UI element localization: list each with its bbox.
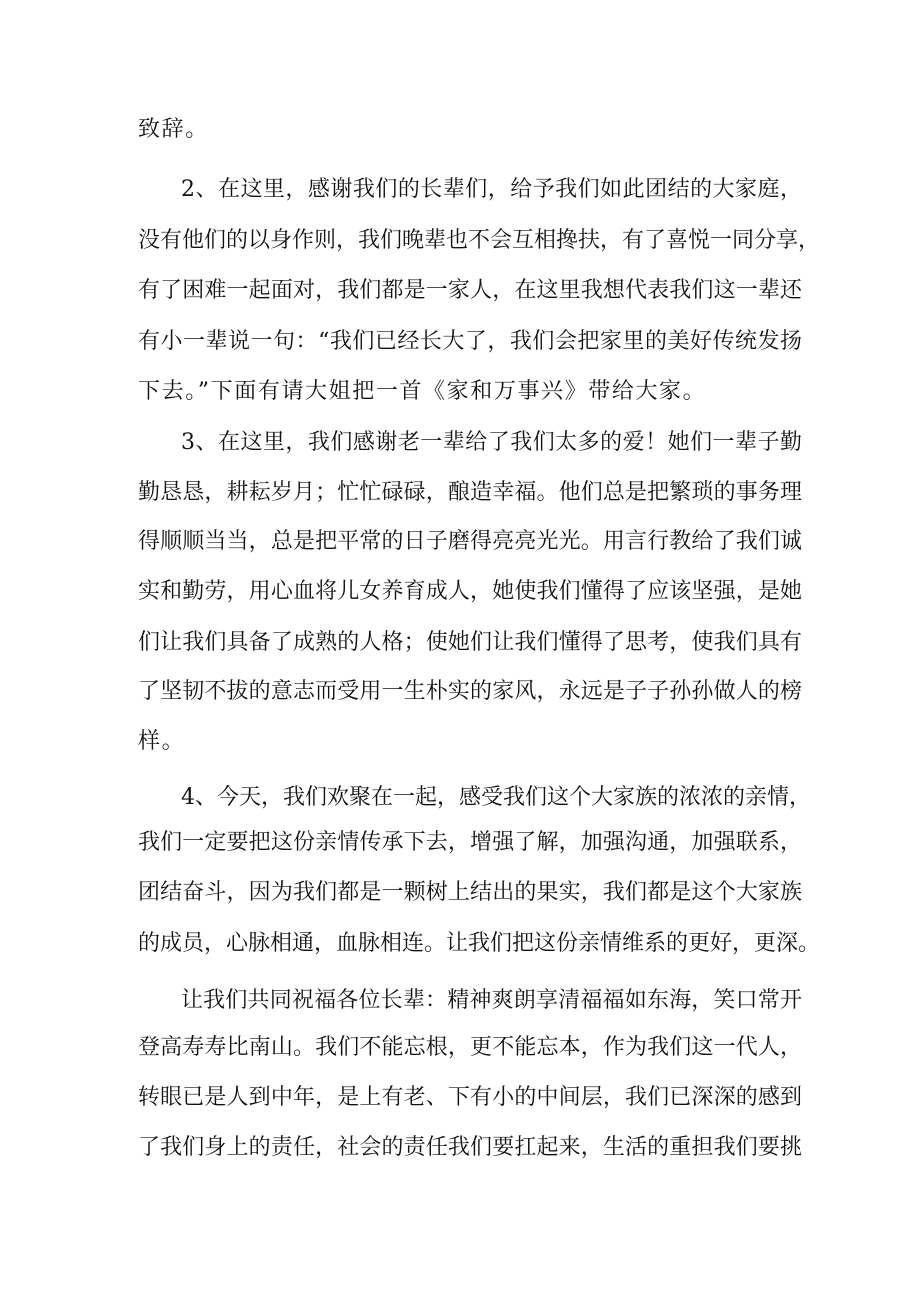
paragraph-3-line: 实和勤劳，用心血将儿女养育成人，她使我们懂得了应该坚强，是她 — [138, 579, 802, 604]
paragraph-3-line: 样。 — [138, 729, 186, 754]
paragraph-3-line: 了坚韧不拔的意志而受用一生朴实的家风，永远是子子孙孙做人的榜 — [138, 679, 802, 704]
paragraph-5-line: 登高寿寿比南山。我们不能忘根，更不能忘本，作为我们这一代人， — [138, 1035, 802, 1060]
paragraph-3-line: 得顺顺当当，总是把平常的日子磨得亮亮光光。用言行教给了我们诚 — [138, 529, 802, 554]
paragraph-5-line: 转眼已是人到中年，是上有老、下有小的中间层，我们已深深的感到 — [138, 1085, 802, 1110]
paragraph-2-line: 有小一辈说一句：“我们已经长大了，我们会把家里的美好传统发扬 — [138, 329, 802, 354]
paragraph-4-line: 4、今天，我们欢聚在一起，感受我们这个大家族的浓浓的亲情， — [181, 785, 811, 810]
paragraph-5-line: 了我们身上的责任，社会的责任我们要扛起来，生活的重担我们要挑 — [138, 1135, 802, 1160]
paragraph-3-line: 们让我们具备了成熟的人格；使她们让我们懂得了思考，使我们具有 — [138, 630, 802, 655]
paragraph-2-line: 2、在这里，感谢我们的长辈们，给予我们如此团结的大家庭， — [181, 177, 802, 202]
paragraph-5-line: 让我们共同祝福各位长辈：精神爽朗享清福福如东海，笑口常开 — [181, 988, 802, 1013]
paragraph-3-line: 3、在这里，我们感谢老一辈给了我们太多的爱！她们一辈子勤 — [181, 430, 802, 455]
paragraph-3-line: 勤恳恳，耕耘岁月；忙忙碌碌，酿造幸福。他们总是把繁琐的事务理 — [138, 480, 802, 505]
paragraph-1-line: 致辞。 — [138, 117, 209, 142]
paragraph-2-line: 下去。”下面有请大姐把一首《家和万事兴》带给大家。 — [138, 379, 707, 404]
paragraph-4-line: 我们一定要把这份亲情传承下去，增强了解，加强沟通，加强联系， — [138, 830, 802, 855]
paragraph-2-line: 没有他们的以身作则，我们晚辈也不会互相搀扶，有了喜悦一同分享， — [138, 228, 821, 253]
paragraph-4-line: 的成员，心脉相通，血脉相连。让我们把这份亲情维系的更好，更深。 — [138, 931, 821, 956]
paragraph-2-line: 有了困难一起面对，我们都是一家人，在这里我想代表我们这一辈还 — [138, 278, 802, 303]
paragraph-4-line: 团结奋斗，因为我们都是一颗树上结出的果实，我们都是这个大家族 — [138, 880, 802, 905]
